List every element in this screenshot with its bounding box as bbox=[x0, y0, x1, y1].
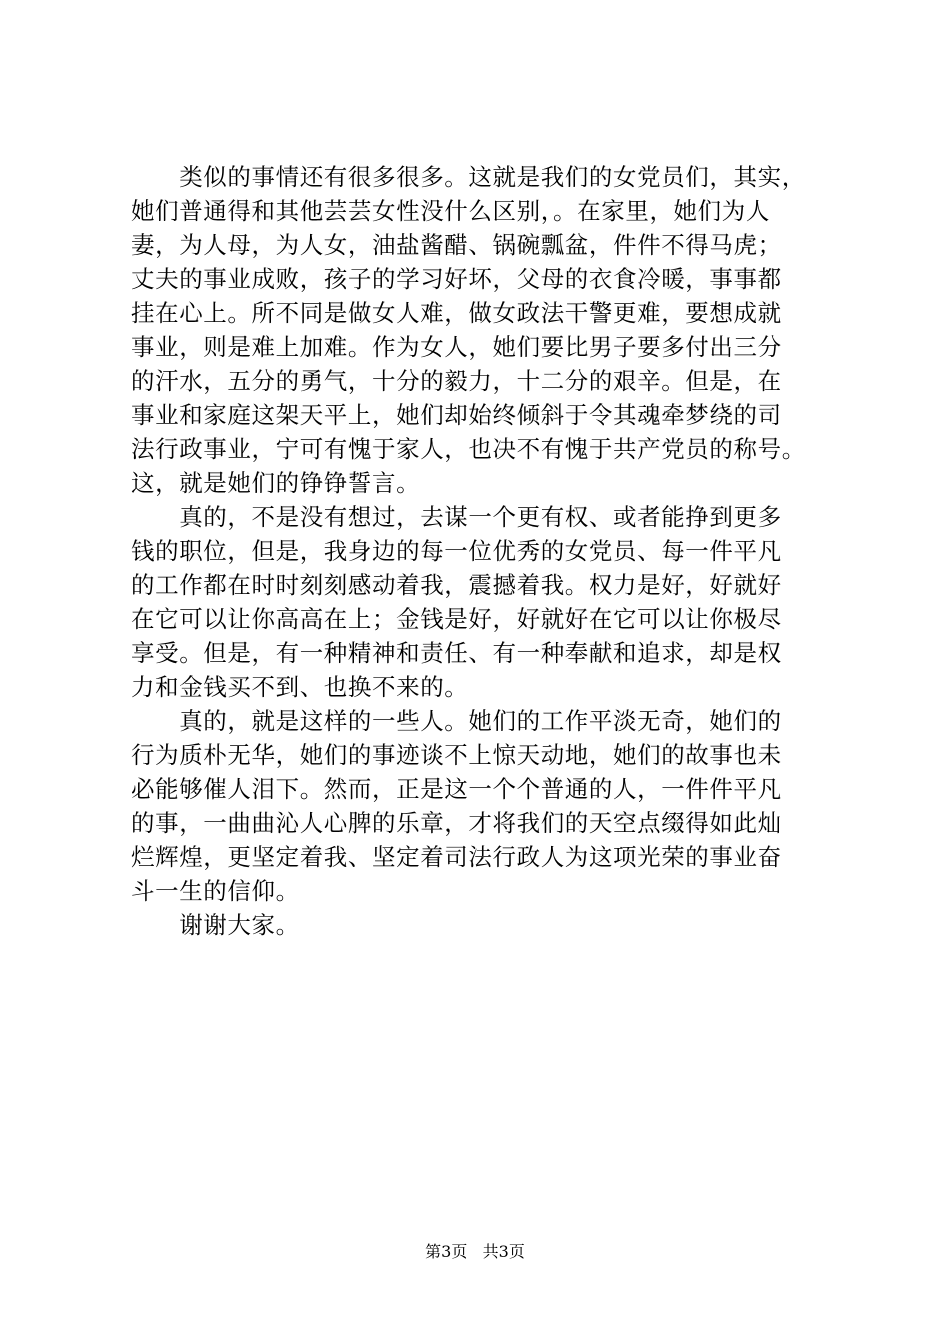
text-line: 在它可以让你高高在上；金钱是好，好就好在它可以让你极尽 bbox=[131, 605, 782, 633]
text-line: 享受。但是，有一种精神和责任、有一种奉献和追求，却是权 bbox=[131, 639, 782, 667]
page-total: 共3页 bbox=[482, 1242, 525, 1261]
paragraph bbox=[131, 908, 839, 942]
text-line: 的工作都在时时刻刻感动着我，震撼着我。权力是好，好就好 bbox=[131, 571, 782, 599]
text-line: 的汗水，五分的勇气，十分的毅力，十二分的艰辛。但是，在 bbox=[131, 367, 782, 395]
paragraph bbox=[131, 160, 839, 500]
text-line: 法行政事业，宁可有愧于家人，也决不有愧于共产党员的称号。 bbox=[131, 435, 806, 463]
text-line: 的事，一曲曲沁人心脾的乐章，才将我们的天空点缀得如此灿 bbox=[131, 809, 782, 837]
text-line: 行为质朴无华，她们的事迹谈不上惊天动地，她们的故事也未 bbox=[131, 741, 782, 769]
text-line: 这，就是她们的铮铮誓言。 bbox=[131, 469, 421, 497]
document-body bbox=[131, 160, 839, 942]
text-line: 挂在心上。所不同是做女人难，做女政法干警更难，要想成就 bbox=[131, 299, 782, 327]
text-line: 事业，则是难上加难。作为女人，她们要比男子要多付出三分 bbox=[131, 333, 782, 361]
text-line: 事业和家庭这架天平上，她们却始终倾斜于令其魂牵梦绕的司 bbox=[131, 401, 782, 429]
paragraph bbox=[131, 704, 839, 908]
text-line: 必能够催人泪下。然而，正是这一个个普通的人，一件件平凡 bbox=[131, 775, 782, 803]
page-number: 第3页 bbox=[425, 1242, 468, 1261]
text-line: 类似的事情还有很多很多。这就是我们的女党员们，其实， bbox=[131, 163, 806, 191]
text-line: 力和金钱买不到、也换不来的。 bbox=[131, 673, 469, 701]
page-separator bbox=[472, 1242, 477, 1261]
text-line: 妻，为人母，为人女，油盐酱醋、锅碗瓢盆，件件不得马虎； bbox=[131, 231, 782, 259]
paragraph bbox=[131, 500, 839, 704]
text-line: 丈夫的事业成败，孩子的学习好坏，父母的衣食冷暖，事事都 bbox=[131, 265, 782, 293]
text-line: 真的，不是没有想过，去谋一个更有权、或者能挣到更多 bbox=[131, 503, 782, 531]
text-line: 斗一生的信仰。 bbox=[131, 877, 300, 905]
text-line: 烂辉煌，更坚定着我、坚定着司法行政人为这项光荣的事业奋 bbox=[131, 843, 782, 871]
text-line: 谢谢大家。 bbox=[131, 911, 300, 939]
text-line: 真的，就是这样的一些人。她们的工作平淡无奇，她们的 bbox=[131, 707, 782, 735]
text-line: 她们普通得和其他芸芸女性没什么区别，。在家里，她们为人 bbox=[131, 197, 770, 225]
page-footer bbox=[0, 1241, 950, 1263]
text-line: 钱的职位，但是，我身边的每一位优秀的女党员、每一件平凡 bbox=[131, 537, 782, 565]
